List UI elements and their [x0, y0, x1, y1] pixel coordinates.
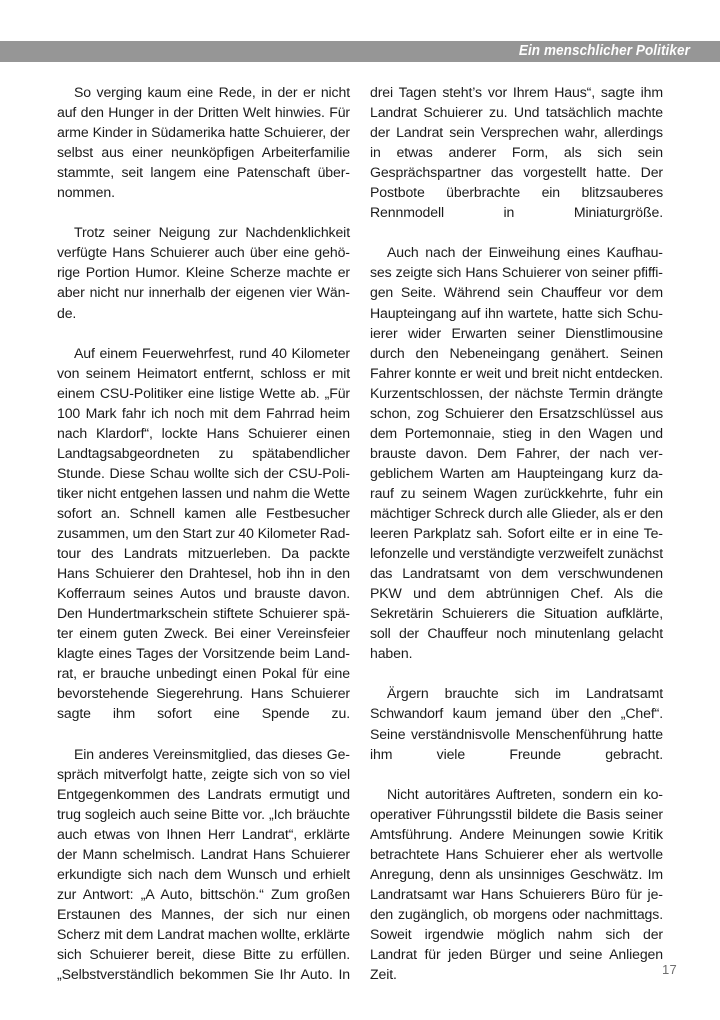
- paragraph: Ein anderes Vereinsmitglied, das dieses Gespräch mitverfolgt hatte, zeigte sich von so viel Entgegenkommen des Landrats ermutigt und trug sogleich auch seine Bitte vor. „Ich bräuchte auch etwas von Ihnen Herr Landrat“, erklärte der Mann schelmisch. Landrat Hans Schuierer erkundigte sich nach dem Wunsch und erhielt zur Antwort: „A Auto, bittschön.“ Zum großen Erstaunen des Mannes, der sich nur einen Scherz mit dem Landrat machen wollte, erklärte sich Schuierer bereit, diese Bitte zu erfüllen. „Selbstverständlich bekommen Sie Ihr Auto. In: [57, 745, 350, 983]
- paragraph: Ärgern brauchte sich im Landratsamt Schwandorf kaum jemand über den „Chef“. Seine verständnisvolle Menschenführung hatte ihm viele Freunde gebracht.: [370, 685, 663, 762]
- paragraph: Auch nach der Einweihung eines Kaufhauses zeigte sich Hans Schuierer von seiner pfiffigen Seite. Während sein Chauffeur vor dem Haupteingang auf ihn wartete, hatte sich Schuierer wider Erwarten seiner Dienstlimousine durch den Nebeneingang genähert. Seinen Fahrer konnte er weit und breit nicht entdecken. Kurzentschlossen, der nächste Termin drängte schon, zog Schuierer den Ersatzschlüssel aus dem Portemonnaie, stieg in den Wagen und brauste davon. Dem Fahrer, der nach vergeblichem Warten am Haupteingang kurz darauf zu seinem Wagen zurückkehrte, fuhr ein mächtiger Schreck durch alle Glieder, als er den leeren Parkplatz sah. Sofort eilte er in eine Telefonzelle und verständigte verzweifelt zunächst das Landratsamt von dem verschwundenen PKW und dem abtrünnigen Chef. Als die Sekretärin Schuierers die Situation aufklärte, soll der Chauffeur noch minutenlang gelacht haben.: [370, 244, 663, 662]
- paragraph: Trotz seiner Neigung zur Nachdenklichkeit verfügte Hans Schuierer auch über eine gehörige Portion Humor. Kleine Scherze machte er aber nicht nur innerhalb der eigenen vier Wände.: [57, 224, 350, 321]
- running-header-title: Ein menschlicher Politiker: [518, 43, 690, 59]
- paragraph: Auf einem Feuerwehrfest, rund 40 Kilometer von seinem Heimatort entfernt, schloss er mit einem CSU-Politiker eine listige Wette ab. „Für 100 Mark fahr ich noch mit dem Fahrrad heim nach Klardorf“, lockte Hans Schuierer einen Landtagsabgeordneten zu spätabendlicher Stunde. Diese Schau wollte sich der CSU-Politiker nicht entgehen lassen und nahm die Wette sofort an. Schnell kamen alle Festbesucher zusammen, um den Start zur 40 Kilometer Radtour des Landrats mitzuerleben. Da packte Hans Schuierer den Drahtesel, hob ihn in den Kofferraum seines Autos und brauste davon. Den Hundertmarkschein stiftete Schuierer später einem guten Zweck. Bei einer Vereinsfeier klagte eines Tages der Vorsitzende beim Landrat, er brauche unbedingt einen Pokal für eine bevorstehende Siegerehrung. Hans Schuierer sagte ihm sofort eine Spende zu.: [57, 344, 350, 722]
- paragraph: So verging kaum eine Rede, in der er nicht auf den Hunger in der Dritten Welt hinwies. Für arme Kinder in Südamerika hatte Schuierer, der selbst aus einer neunköpfigen Arbeiterfamilie stammte, seit langem eine Patenschaft übernommen.: [57, 84, 350, 201]
- paragraph: drei Tagen steht’s vor Ihrem Haus“, sagte ihm Landrat Schuierer zu. Und tatsächlich machte der Landrat sein Versprechen wahr, allerdings in etwas anderer Form, als sich sein Gesprächspartner das vorgestellt hatte. Der Postbote überbrachte ein blitzsauberes Rennmodell in Miniaturgröße.: [370, 84, 663, 221]
- right-text-column: [370, 82, 663, 1004]
- page-number: 17: [661, 962, 677, 977]
- left-text-column: [57, 82, 350, 1004]
- paragraph: Nicht autoritäres Auftreten, sondern ein kooperativer Führungsstil bildete die Basis seiner Amtsführung. Andere Meinungen sowie Kritik betrachtete Hans Schuierer eher als wertvolle Anregung, denn als unsinniges Geschwätz. Im Landratsamt war Hans Schuierers Büro für jeden zugänglich, ob morgens oder nachmittags. Soweit irgendwie möglich nahm sich der Landrat für jeden Bürger und seine Anliegen Zeit.: [370, 785, 663, 983]
- body-text-columns: [57, 82, 663, 983]
